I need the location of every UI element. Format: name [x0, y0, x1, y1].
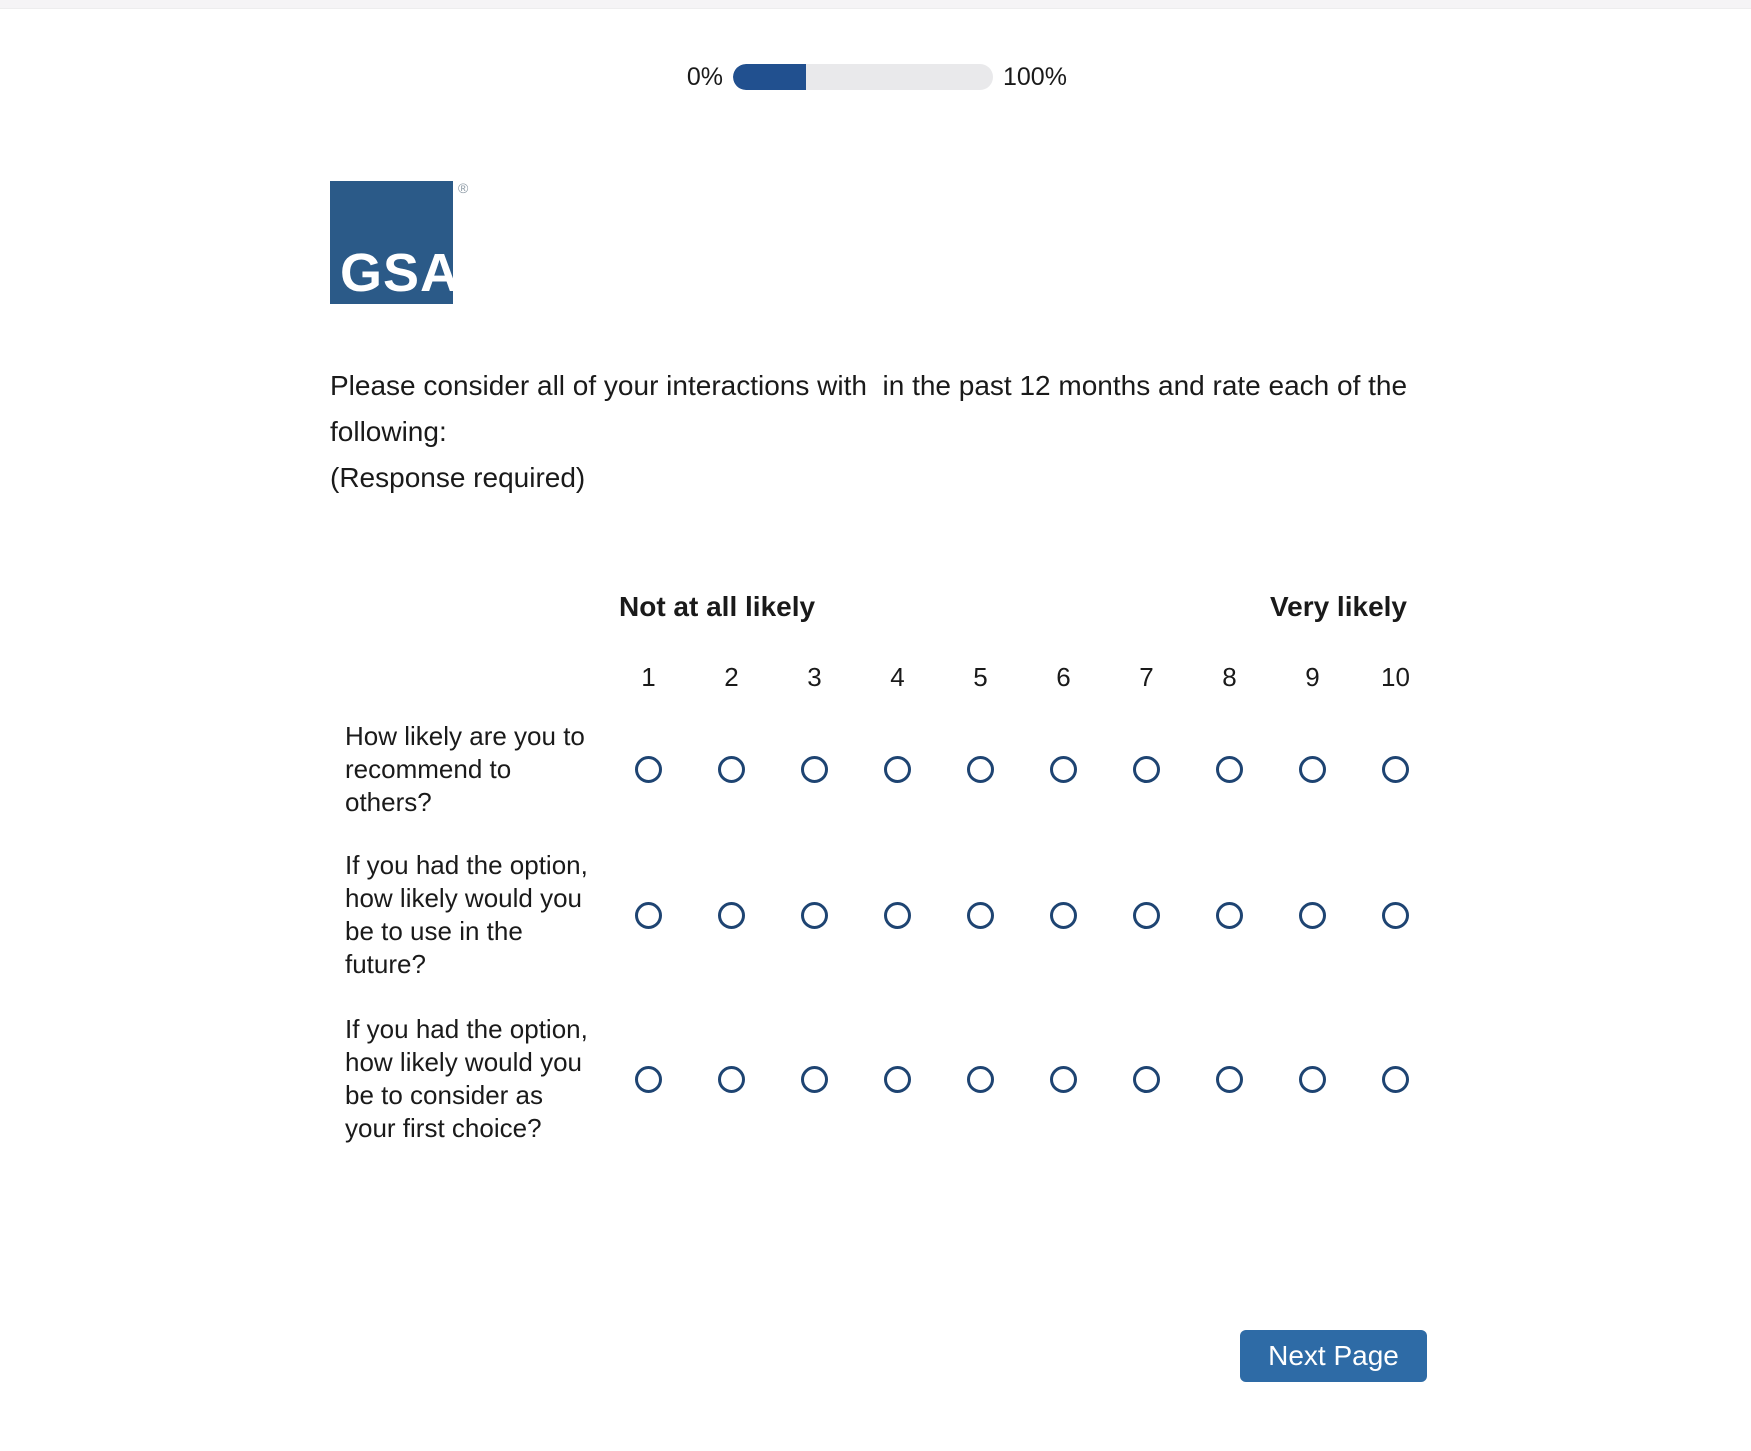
radio-row3-col4[interactable] [884, 1066, 911, 1093]
radio-row1-col5[interactable] [967, 756, 994, 783]
radio-cell [1105, 902, 1188, 929]
radio-row3-col5[interactable] [967, 1066, 994, 1093]
scale-number: 7 [1139, 662, 1154, 692]
scale-max-label: Very likely [1269, 591, 1407, 622]
question-block [330, 363, 1450, 501]
progress-max-label: 100% [1003, 63, 1067, 91]
scale-number: 1 [641, 662, 656, 692]
radio-cell [856, 756, 939, 783]
radio-row3-col8[interactable] [1216, 1066, 1243, 1093]
registered-trademark-icon: ® [458, 180, 469, 196]
radio-row1-col2[interactable] [718, 756, 745, 783]
radio-row3-col7[interactable] [1133, 1066, 1160, 1093]
radio-row3-col6[interactable] [1050, 1066, 1077, 1093]
radio-row1-col6[interactable] [1050, 756, 1077, 783]
radio-row2-col7[interactable] [1133, 902, 1160, 929]
question-text: Please consider all of your interactions with in the past 12 months and rate each of the following: [330, 370, 1415, 447]
scale-number: 3 [807, 662, 822, 692]
radio-cell [1188, 902, 1271, 929]
radio-row3-col1[interactable] [635, 1066, 662, 1093]
radio-row2-col10[interactable] [1382, 902, 1409, 929]
radio-cell [856, 1066, 939, 1093]
radio-row3-col9[interactable] [1299, 1066, 1326, 1093]
progress-bar [733, 64, 993, 90]
matrix-row [345, 720, 1437, 819]
radio-cell [1271, 756, 1354, 783]
radio-row2-col6[interactable] [1050, 902, 1077, 929]
radio-cell [607, 756, 690, 783]
radio-cell [607, 1066, 690, 1093]
progress-bar-group [0, 62, 1751, 92]
radio-cell [690, 1066, 773, 1093]
radio-cell [1354, 902, 1437, 929]
scale-number: 5 [973, 662, 988, 692]
radio-row2-col2[interactable] [718, 902, 745, 929]
top-border [0, 0, 1751, 9]
radio-row1-col1[interactable] [635, 756, 662, 783]
scale-endpoints-row [345, 590, 1437, 624]
radio-cell [856, 902, 939, 929]
matrix-row [345, 849, 1437, 981]
radio-cell [1105, 1066, 1188, 1093]
scale-number: 10 [1381, 662, 1410, 692]
scale-number: 2 [724, 662, 739, 692]
radio-cell [1188, 1066, 1271, 1093]
radio-cell [773, 1066, 856, 1093]
radio-row2-col3[interactable] [801, 902, 828, 929]
gsa-logo-text: GSA [340, 243, 461, 303]
matrix-row-label: If you had the option, how likely would you be to consider as your first choice? [345, 1014, 588, 1143]
radio-cell [1271, 1066, 1354, 1093]
radio-cell [1022, 756, 1105, 783]
scale-min-label: Not at all likely [619, 591, 816, 622]
radio-row3-col2[interactable] [718, 1066, 745, 1093]
radio-cell [773, 902, 856, 929]
radio-cell [1354, 1066, 1437, 1093]
radio-row2-col9[interactable] [1299, 902, 1326, 929]
next-page-button[interactable]: Next Page [1240, 1330, 1427, 1382]
scale-number: 4 [890, 662, 905, 692]
scale-number: 9 [1305, 662, 1320, 692]
radio-cell [690, 902, 773, 929]
radio-row3-col10[interactable] [1382, 1066, 1409, 1093]
radio-row3-col3[interactable] [801, 1066, 828, 1093]
likert-matrix [345, 590, 1437, 1145]
matrix-row-label: If you had the option, how likely would you be to use in the future? [345, 850, 588, 979]
scale-numbers-row [345, 660, 1437, 694]
radio-row1-col3[interactable] [801, 756, 828, 783]
radio-cell [1354, 756, 1437, 783]
radio-row1-col7[interactable] [1133, 756, 1160, 783]
scale-number: 8 [1222, 662, 1237, 692]
radio-cell [939, 1066, 1022, 1093]
radio-row1-col10[interactable] [1382, 756, 1409, 783]
radio-cell [690, 756, 773, 783]
radio-cell [773, 756, 856, 783]
radio-row1-col9[interactable] [1299, 756, 1326, 783]
matrix-row [345, 1013, 1437, 1145]
radio-cell [1022, 1066, 1105, 1093]
progress-bar-fill [733, 64, 806, 90]
radio-row1-col4[interactable] [884, 756, 911, 783]
radio-row2-col8[interactable] [1216, 902, 1243, 929]
radio-row1-col8[interactable] [1216, 756, 1243, 783]
radio-row2-col5[interactable] [967, 902, 994, 929]
matrix-row-label: How likely are you to recommend to others? [345, 721, 585, 817]
radio-cell [1271, 902, 1354, 929]
radio-cell [939, 756, 1022, 783]
radio-cell [1105, 756, 1188, 783]
radio-cell [939, 902, 1022, 929]
radio-cell [607, 902, 690, 929]
progress-min-label: 0% [686, 63, 723, 91]
scale-number: 6 [1056, 662, 1071, 692]
radio-row2-col4[interactable] [884, 902, 911, 929]
radio-row2-col1[interactable] [635, 902, 662, 929]
radio-cell [1022, 902, 1105, 929]
gsa-logo [330, 181, 461, 304]
likert-matrix-body [345, 660, 1437, 1145]
response-required-note: (Response required) [330, 462, 586, 493]
radio-cell [1188, 756, 1271, 783]
